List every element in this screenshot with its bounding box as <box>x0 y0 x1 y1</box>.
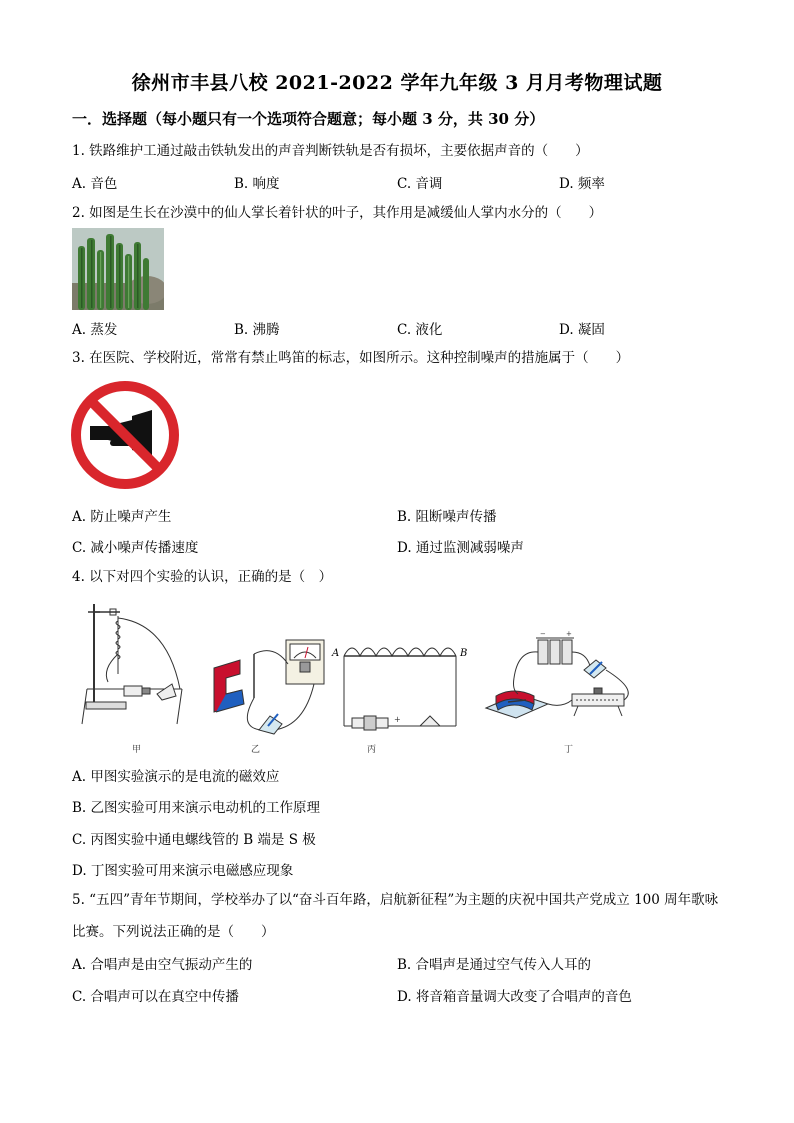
q3-option-c[interactable]: C. 减小噪声传播速度 <box>72 540 199 556</box>
figure-ding-motor <box>478 630 648 738</box>
q1-option-d[interactable]: D. 频率 <box>559 176 605 192</box>
solenoid-label-b: B <box>460 648 468 659</box>
q5-option-c[interactable]: C. 合唱声可以在真空中传播 <box>72 989 239 1005</box>
cactus-image <box>72 228 164 310</box>
caption-ding: 丁 <box>564 745 574 755</box>
q4-option-b[interactable]: B. 乙图实验可用来演示电动机的工作原理 <box>72 800 321 816</box>
figure-bing-solenoid <box>328 630 468 738</box>
caption-yi: 乙 <box>251 745 261 755</box>
q2-option-a[interactable]: A. 蒸发 <box>72 322 118 338</box>
svg-text:−: − <box>540 630 546 638</box>
question-2-stem: 2. 如图是生长在沙漠中的仙人掌长着针状的叶子，其作用是减缓仙人掌内水分的（ ） <box>72 205 603 221</box>
figure-yi-magnet-generator <box>204 634 328 738</box>
figure-jia-electromagnet <box>72 594 192 734</box>
no-honking-sign-icon <box>70 380 180 490</box>
solenoid-label-a: A <box>332 648 340 659</box>
question-5-stem: 5. “五四”青年节期间，学校举办了以“奋斗百年路，启航新征程”为主题的庆祝中国共产党成立 100 周年歌咏比赛。下列说法正确的是（ ） <box>72 892 719 940</box>
q4-option-c[interactable]: C. 丙图实验中通电螺线管的 B 端是 S 极 <box>72 832 316 848</box>
question-3-stem: 3. 在医院、学校附近，常常有禁止鸣笛的标志，如图所示。这种控制噪声的措施属于（ ） <box>72 350 630 366</box>
q2-option-d[interactable]: D. 凝固 <box>559 322 605 338</box>
page-title: 徐州市丰县八校 2021-2022 学年九年级 3 月月考物理试题 <box>131 72 663 94</box>
q1-option-b[interactable]: B. 响度 <box>234 176 280 192</box>
q2-option-c[interactable]: C. 液化 <box>397 322 443 338</box>
question-1-stem: 1. 铁路维护工通过敲击铁轨发出的声音判断铁轨是否有损坏，主要依据声音的（ ） <box>72 143 589 159</box>
question-4-stem: 4. 以下对四个实验的认识，正确的是（ ） <box>72 569 333 585</box>
q5-option-a[interactable]: A. 合唱声是由空气振动产生的 <box>72 957 253 973</box>
q3-option-b[interactable]: B. 阻断噪声传播 <box>397 509 497 525</box>
q3-option-a[interactable]: A. 防止噪声产生 <box>72 509 172 525</box>
q5-option-d[interactable]: D. 将音箱音量调大改变了合唱声的音色 <box>397 989 632 1005</box>
q2-option-b[interactable]: B. 沸腾 <box>234 322 280 338</box>
q4-option-d[interactable]: D. 丁图实验可用来演示电磁感应现象 <box>72 863 294 879</box>
q1-option-c[interactable]: C. 音调 <box>397 176 443 192</box>
caption-bing: 丙 <box>367 745 377 755</box>
svg-text:+: + <box>566 630 572 638</box>
q3-option-d[interactable]: D. 通过监测减弱噪声 <box>397 540 524 556</box>
svg-text:+: + <box>394 715 401 724</box>
q1-option-a[interactable]: A. 音色 <box>72 176 118 192</box>
section-heading: 一．选择题（每小题只有一个选项符合题意；每小题 3 分，共 30 分） <box>72 110 545 128</box>
caption-jia: 甲 <box>132 745 142 755</box>
q4-option-a[interactable]: A. 甲图实验演示的是电流的磁效应 <box>72 769 280 785</box>
q5-option-b[interactable]: B. 合唱声是通过空气传入人耳的 <box>397 957 592 973</box>
